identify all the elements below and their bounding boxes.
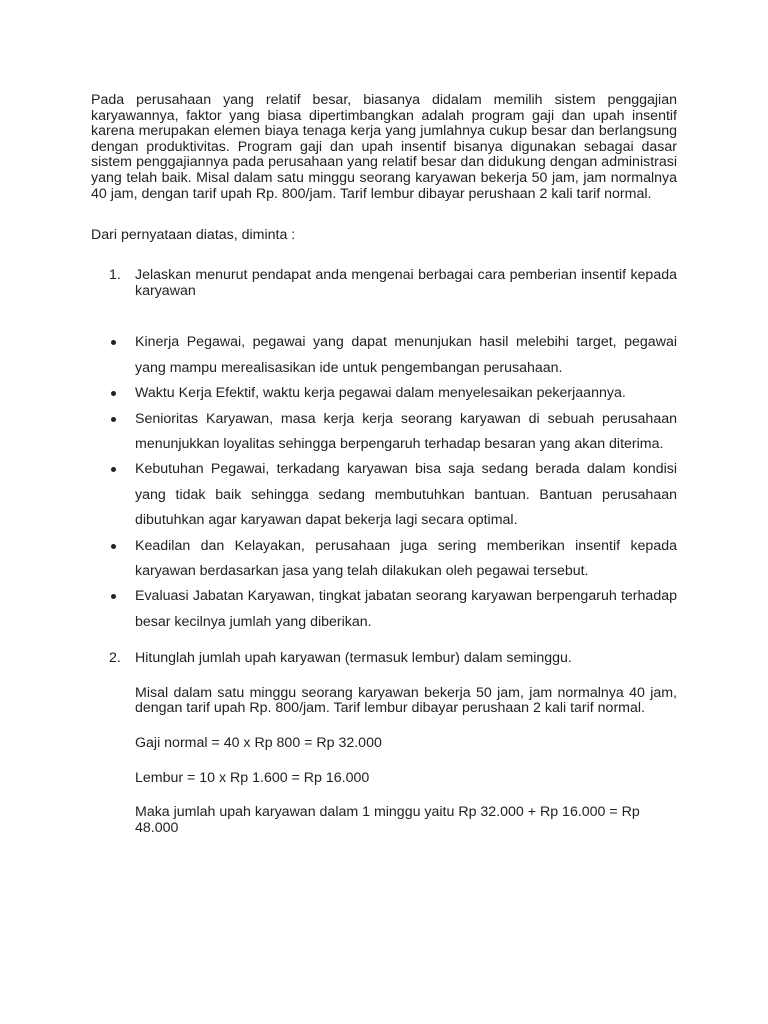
gaji-normal-calculation: Gaji normal = 40 x Rp 800 = Rp 32.000 — [135, 735, 382, 751]
bullet-icon — [111, 544, 116, 549]
bullet-icon — [111, 417, 116, 422]
question-1-number: 1. — [109, 267, 121, 284]
bullet-item — [91, 407, 677, 458]
bullet-text: Keadilan dan Kelayakan, perusahaan juga sering memberikan insentif kepada karyawan berdasarkan jasa yang telah dilakukan oleh pegawai tersebut. — [135, 537, 677, 579]
lembur-calculation: Lembur = 10 x Rp 1.600 = Rp 16.000 — [135, 769, 370, 786]
bullet-icon — [111, 467, 116, 472]
bullet-text: Senioritas Karyawan, masa kerja kerja seorang karyawan di sebuah perusahaan menunjukkan loyalitas sehingga berpengaruh terhadap besaran yang akan diterima. — [135, 410, 677, 452]
bullet-item — [91, 584, 677, 635]
question-2 — [91, 651, 677, 667]
bullet-item — [91, 534, 677, 585]
total-wage-calculation: Maka jumlah upah karyawan dalam 1 minggu yaitu Rp 32.000 + Rp 16.000 = Rp 48.000 — [135, 804, 640, 836]
intro-paragraph: Pada perusahaan yang relatif besar, biasanya didalam memilih sistem penggajian karyawannya, faktor yang biasa dipertimbangkan adalah program gaji dan upah insentif karena merupakan elemen biaya tenaga kerja yang jumlahnya cukup besar dan berlangsung dengan produktivitas. Program gaji dan upah insentif bisanya digunakan sebagai dasar sistem penggajiannya pada perusahaan yang relatif besar dan didukung dengan administrasi yang telah baik. Misal dalam satu minggu seorang karyawan bekerja 50 jam, jam normalnya 40 jam, dengan tarif upah Rp. 800/jam. Tarif lembur dibayar perushaan 2 kali tarif normal. — [91, 92, 677, 202]
bullet-icon — [111, 594, 116, 599]
bullet-icon — [111, 340, 116, 345]
question-2-text: Hitunglah jumlah upah karyawan (termasuk lembur) dalam seminggu. — [135, 650, 572, 667]
bullet-item — [91, 457, 677, 533]
bullet-text: Kinerja Pegawai, pegawai yang dapat menunjukan hasil melebihi target, pegawai yang mampu merealisasikan ide untuk pengembangan perusahaan. — [135, 334, 677, 376]
bullet-text: Kebutuhan Pegawai, terkadang karyawan bisa saja sedang berada dalam kondisi yang tidak baik sehingga sedang membutuhkan bantuan. Bantuan perusahaan dibutuhkan agar karyawan dapat bekerja lagi secara optimal. — [135, 461, 677, 529]
lead-in-text: Dari pernyataan diatas, diminta : — [91, 227, 296, 244]
question-1 — [91, 268, 677, 299]
question-1-text: Jelaskan menurut pendapat anda mengenai berbagai cara pemberian insentif kepada karyawan — [135, 267, 677, 299]
document-page — [91, 93, 677, 836]
bullet-item — [91, 381, 677, 406]
answer-1-bullet-list — [91, 330, 677, 635]
bullet-item — [91, 330, 677, 381]
bullet-icon — [111, 391, 116, 396]
bullet-text: Waktu Kerja Efektif, waktu kerja pegawai dalam menyelesaikan pekerjaannya. — [135, 385, 626, 402]
bullet-text: Evaluasi Jabatan Karyawan, tingkat jabatan seorang karyawan berpengaruh terhadap besar kecilnya jumlah yang diberikan. — [135, 588, 677, 630]
answer-2-restatement: Misal dalam satu minggu seorang karyawan bekerja 50 jam, jam normalnya 40 jam, dengan tarif upah Rp. 800/jam. Tarif lembur dibayar perushaan 2 kali tarif normal. — [135, 684, 677, 717]
question-2-number: 2. — [109, 650, 121, 667]
